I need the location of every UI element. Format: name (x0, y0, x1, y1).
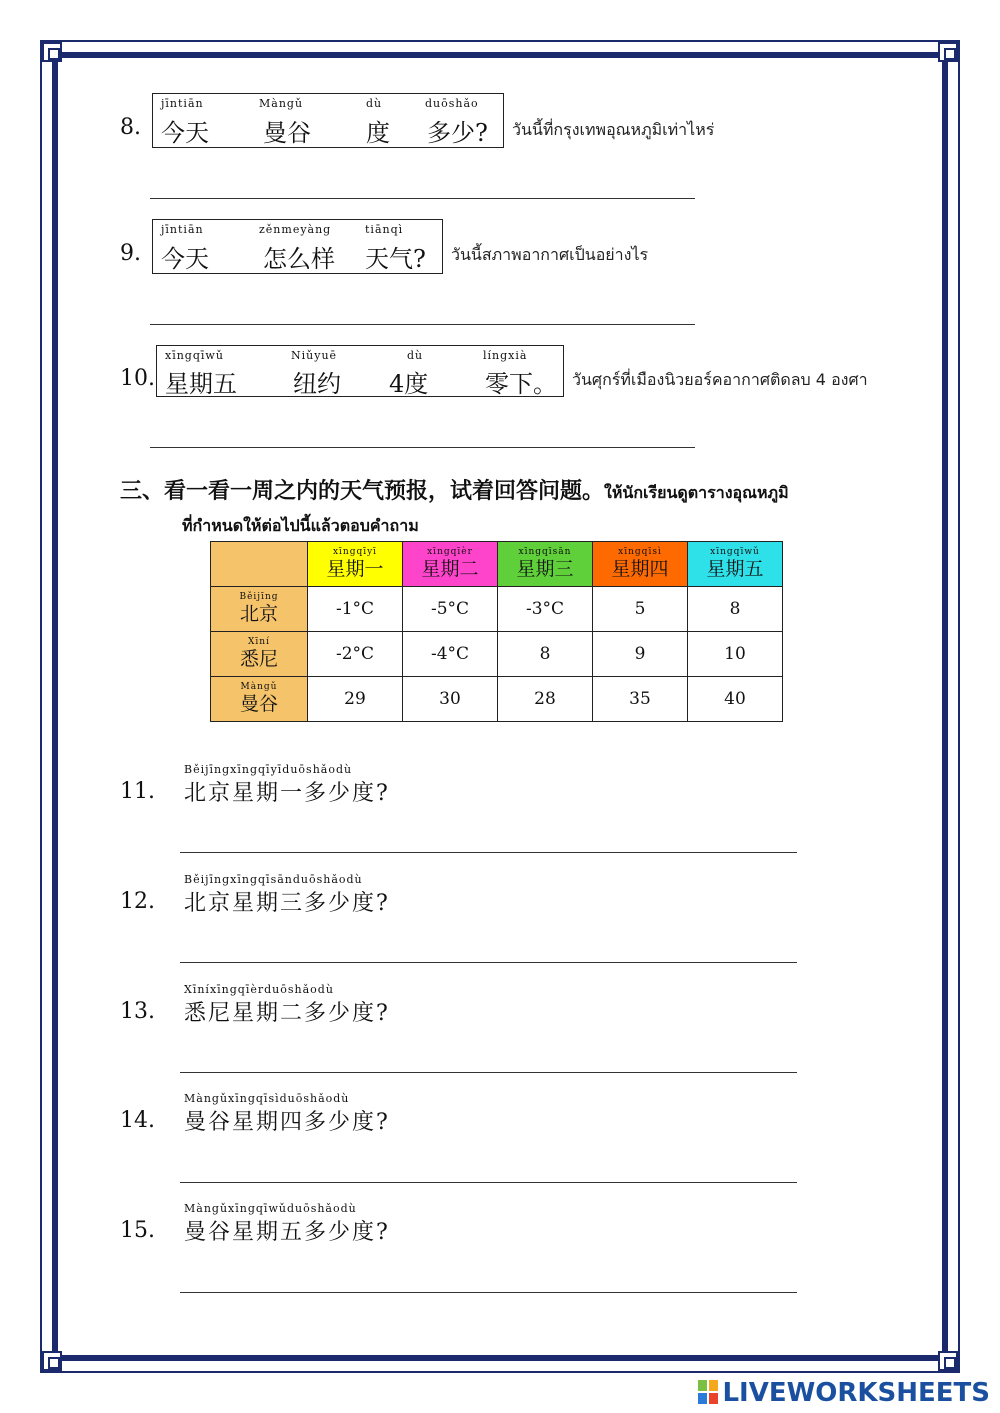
question-hanzi: 悉尼星期二多少度? (184, 1001, 390, 1026)
question-number: 10. (120, 366, 155, 391)
answer-line[interactable] (180, 962, 797, 963)
question-hanzi: 曼谷星期四多少度? (184, 1110, 390, 1135)
day-pinyin: xīngqīèr (427, 547, 473, 557)
temp-cell: -5°C (403, 587, 498, 632)
thai-translation: วันนี้สภาพอากาศเป็นอย่างไร (451, 245, 649, 264)
question-hanzi: 北京星期一多少度? (184, 781, 390, 806)
city-cell-beijing (211, 587, 308, 632)
question-pinyin: Xīníxīngqīèrduōshǎodù (184, 983, 334, 996)
question-pinyin: Màngǔxīngqīwǔduōshǎodù (184, 1202, 357, 1215)
sentence-box (152, 93, 504, 148)
sentence-box (156, 345, 564, 397)
day-header-thursday (593, 542, 688, 587)
temp-cell: 8 (688, 587, 783, 632)
answer-line[interactable] (180, 1292, 797, 1293)
day-hanzi: 星期五 (706, 558, 764, 580)
pinyin: dù (407, 349, 424, 362)
section-subtitle: ที่กำหนดให้ต่อไปนี้แล้วตอบคำถาม (182, 516, 419, 535)
hanzi: 怎么样 (263, 245, 335, 273)
hanzi: 天气? (365, 245, 426, 273)
hanzi: 曼谷 (263, 119, 311, 147)
pinyin: jīntiān (161, 223, 204, 236)
sentence-box (152, 219, 443, 274)
pinyin: xīngqīwǔ (165, 349, 224, 362)
table-row-bangkok (211, 677, 783, 722)
liveworksheets-icon (697, 1379, 719, 1405)
temp-cell: 10 (688, 632, 783, 677)
question-number: 15. (120, 1218, 155, 1243)
answer-line[interactable] (180, 852, 797, 853)
table-row-beijing (211, 587, 783, 632)
pinyin: zěnmeyàng (259, 223, 332, 236)
pinyin: duōshǎo (425, 97, 479, 110)
temp-cell: 40 (688, 677, 783, 722)
table-header-row (211, 542, 783, 587)
question-pinyin: Màngǔxīngqīsìduōshǎodù (184, 1092, 350, 1105)
city-hanzi: 北京 (239, 603, 278, 625)
temp-cell: 8 (498, 632, 593, 677)
pinyin: Niǔyuē (291, 349, 338, 362)
question-number: 9. (120, 241, 141, 266)
corner-ornament (938, 1351, 958, 1371)
question-number: 14. (120, 1108, 155, 1133)
table-corner-cell (211, 542, 308, 587)
day-header-wednesday (498, 542, 593, 587)
pinyin: jīntiān (161, 97, 204, 110)
temp-cell: -4°C (403, 632, 498, 677)
pinyin: língxià (483, 349, 528, 362)
city-cell-sydney (211, 632, 308, 677)
hanzi: 星期五 (165, 370, 237, 398)
answer-line[interactable] (150, 447, 695, 448)
day-hanzi: 星期二 (421, 558, 479, 580)
day-hanzi: 星期一 (326, 558, 384, 580)
corner-ornament (938, 42, 958, 62)
table-row-sydney (211, 632, 783, 677)
day-pinyin: xīngqīsì (618, 547, 662, 557)
question-number: 12. (120, 889, 155, 914)
question-number: 8. (120, 115, 141, 140)
city-hanzi: 悉尼 (239, 648, 278, 670)
day-header-friday (688, 542, 783, 587)
city-hanzi: 曼谷 (239, 693, 278, 715)
day-pinyin: xīngqīwǔ (710, 547, 760, 557)
hanzi: 4度 (389, 370, 429, 398)
thai-translation: วันศุกร์ที่เมืองนิวยอร์คอากาศติดลบ 4 องศา (572, 370, 868, 389)
hanzi: 纽约 (293, 370, 341, 398)
day-header-tuesday (403, 542, 498, 587)
temp-cell: -2°C (308, 632, 403, 677)
hanzi: 零下。 (485, 370, 557, 398)
day-header-monday (308, 542, 403, 587)
weather-table (210, 541, 783, 722)
hanzi: 多少? (427, 119, 488, 147)
city-pinyin: Màngǔ (240, 682, 278, 692)
question-pinyin: Běijīngxīngqīyīduōshǎodù (184, 763, 353, 776)
pinyin: dù (366, 97, 383, 110)
answer-line[interactable] (150, 198, 695, 199)
temp-cell: 5 (593, 587, 688, 632)
temp-cell: 29 (308, 677, 403, 722)
day-hanzi: 星期四 (611, 558, 669, 580)
question-hanzi: 北京星期三多少度? (184, 891, 390, 916)
hanzi: 今天 (161, 245, 209, 273)
temp-cell: 9 (593, 632, 688, 677)
pinyin: tiānqì (365, 223, 404, 236)
city-pinyin: Xīní (248, 637, 270, 647)
hanzi: 度 (366, 119, 390, 147)
section-heading (120, 474, 789, 506)
answer-line[interactable] (180, 1182, 797, 1183)
liveworksheets-logo[interactable] (697, 1378, 990, 1408)
city-cell-bangkok (211, 677, 308, 722)
section-title-chinese: 三、看一看一周之内的天气预报，试着回答问题。 (120, 478, 605, 504)
question-pinyin: Běijīngxīngqīsānduōshǎodù (184, 873, 363, 886)
answer-line[interactable] (180, 1072, 797, 1073)
thai-translation: วันนี้ที่กรุงเทพอุณหภูมิเท่าไหร่ (512, 120, 715, 139)
pinyin: Màngǔ (259, 97, 304, 110)
section-title-thai: ให้นักเรียนดูตารางอุณหภูมิ (604, 483, 789, 502)
day-pinyin: xīngqīyī (332, 547, 378, 557)
brand-text: LIVEWORKSHEETS (722, 1378, 990, 1408)
corner-ornament (42, 42, 62, 62)
answer-line[interactable] (150, 324, 695, 325)
temp-cell: -1°C (308, 587, 403, 632)
temp-cell: 35 (593, 677, 688, 722)
temp-cell: 30 (403, 677, 498, 722)
city-pinyin: Běijīng (239, 592, 279, 602)
corner-ornament (42, 1351, 62, 1371)
temp-cell: -3°C (498, 587, 593, 632)
day-hanzi: 星期三 (516, 558, 574, 580)
temp-cell: 28 (498, 677, 593, 722)
question-hanzi: 曼谷星期五多少度? (184, 1220, 390, 1245)
question-number: 13. (120, 999, 155, 1024)
day-pinyin: xīngqīsān (518, 547, 572, 557)
question-number: 11. (120, 779, 155, 804)
hanzi: 今天 (161, 119, 209, 147)
